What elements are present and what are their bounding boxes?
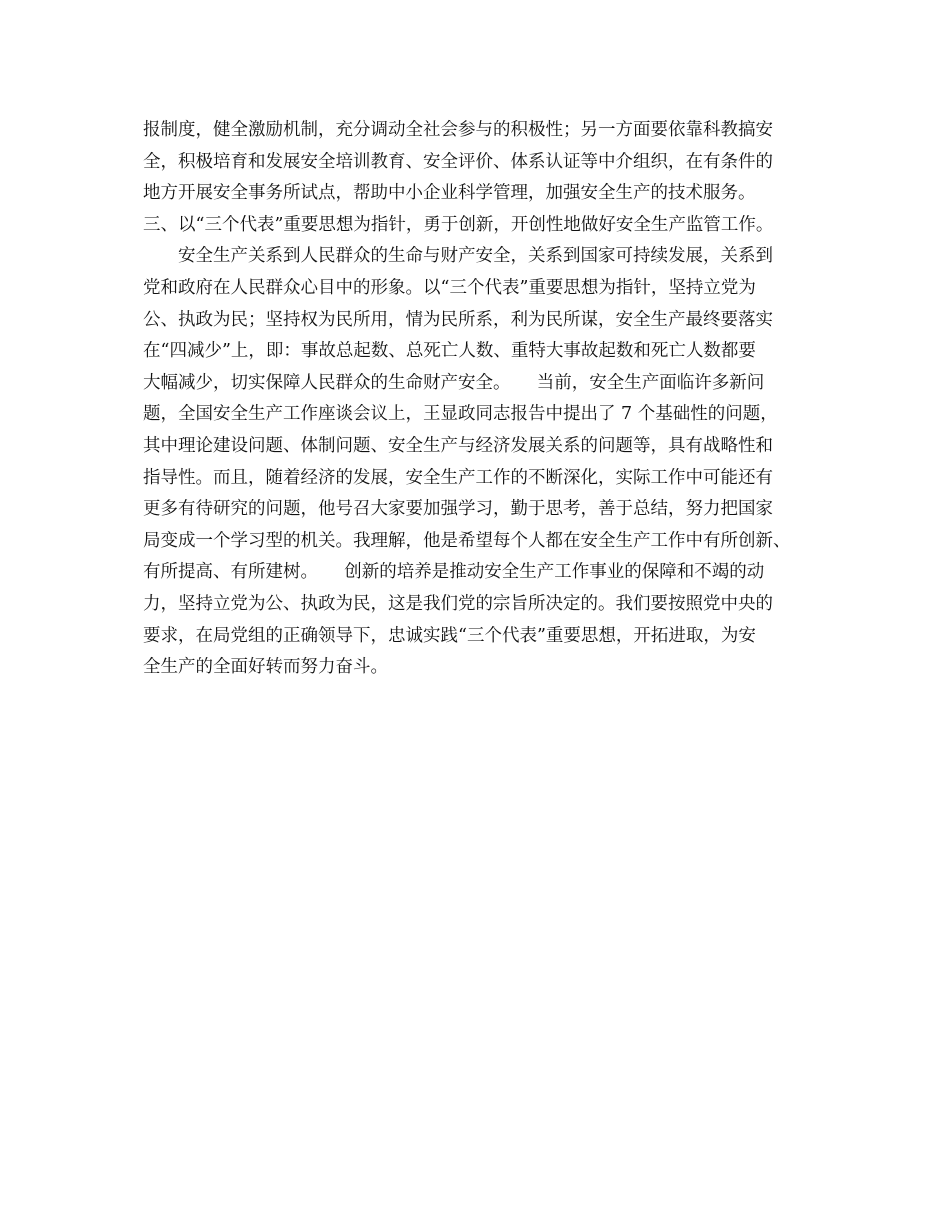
text-line: 题，全国安全生产工作座谈会议上，王显政同志报告中提出了 7 个基础性的问题， [143,404,778,425]
text-line: 其中理论建设问题、体制问题、安全生产与经济发展关系的问题等，具有战略性和 [143,435,773,456]
text-line: 报制度，健全激励机制，充分调动全社会参与的积极性；另一方面要依靠科教搞安 [143,120,773,140]
text-line: 更多有待研究的问题，他号召大家要加强学习，勤于思考，善于总结，努力把国家 [143,499,773,520]
text-line: 在“四减少”上，即：事故总起数、总死亡人数、重特大事故起数和死亡人数都要 [143,341,756,362]
section-heading: 三、以“三个代表”重要思想为指针，勇于创新，开创性地做好安全生产监管工作。 [143,214,774,235]
text-line: 全生产的全面好转而努力奋斗。 [143,657,388,678]
text-line: 指导性。而且，随着经济的发展，安全生产工作的不断深化，实际工作中可能还有 [143,467,773,488]
text-line: 党和政府在人民群众心目中的形象。以“三个代表”重要思想为指针，坚持立党为 [143,277,756,298]
text-line: 地方开展安全事务所试点，帮助中小企业科学管理，加强安全生产的技术服务。 [143,183,756,204]
text-line: 安全生产关系到人民群众的生命与财产安全，关系到国家可持续发展，关系到 [178,246,773,267]
text-line: 全，积极培育和发展安全培训教育、安全评价、体系认证等中介组织，在有条件的 [143,151,773,172]
text-line: 局变成一个学习型的机关。我理解，他是希望每个人都在安全生产工作中有所创新、 [143,530,791,551]
text-line: 公、执政为民；坚持权为民所用，情为民所系，利为民所谋，安全生产最终要落实 [143,309,773,330]
document-body [143,115,823,684]
text-line: 有所提高、有所建树。 创新的培养是推动安全生产工作事业的保障和不竭的动 [143,562,765,583]
text-line: 要求，在局党组的正确领导下，忠诚实践“三个代表”重要思想，开拓进取，为安 [143,625,756,646]
text-line: 力，坚持立党为公、执政为民，这是我们党的宗旨所决定的。我们要按照党中央的 [143,593,773,614]
text-line: 大幅减少，切实保障人民群众的生命财产安全。 当前，安全生产面临许多新问 [143,372,765,393]
